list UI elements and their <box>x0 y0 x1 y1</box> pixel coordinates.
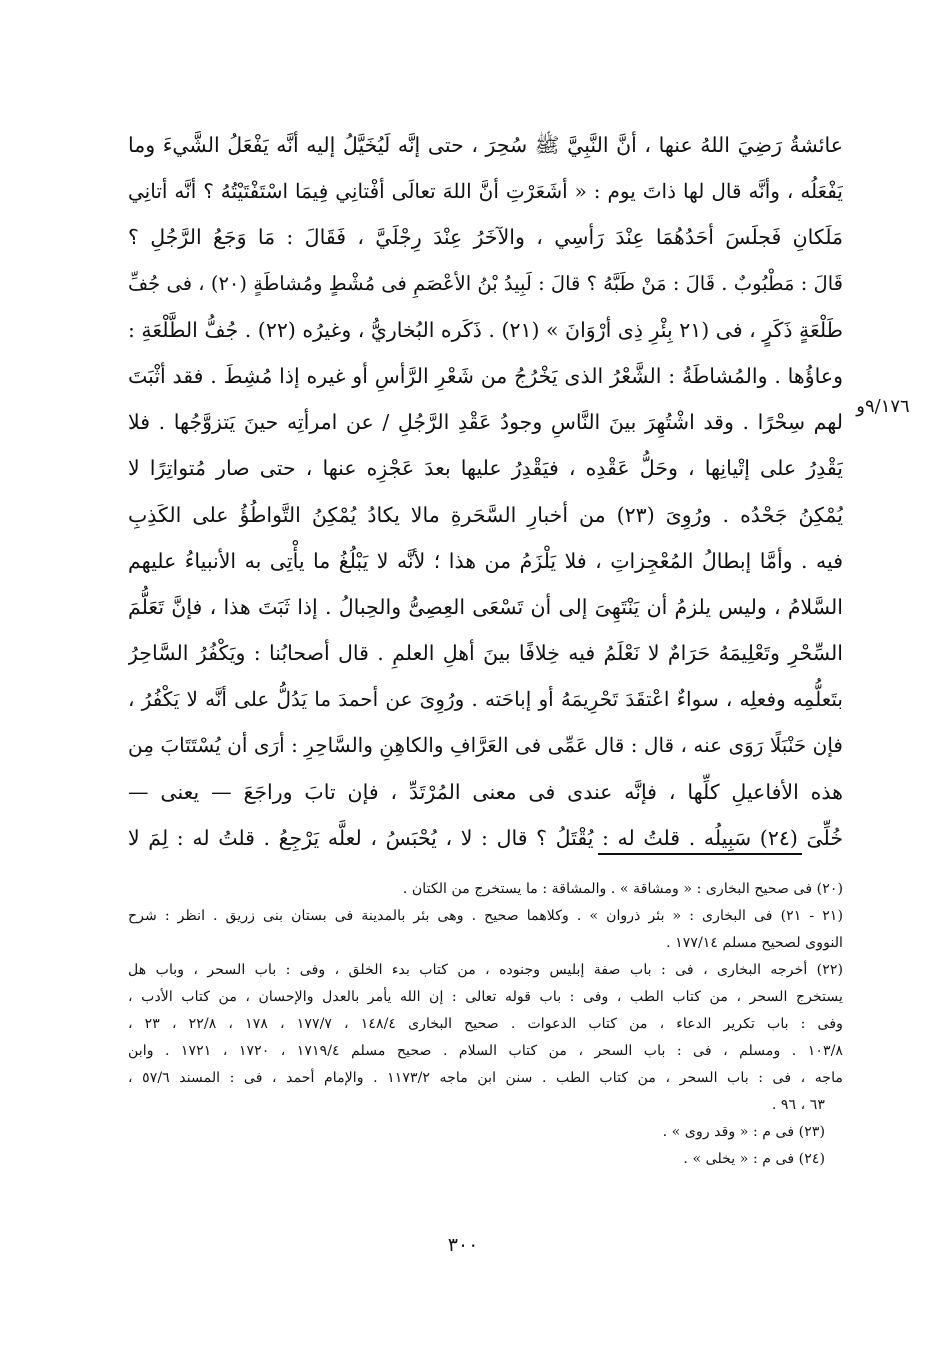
footnote-line: وفى : باب تكرير الدعاء ، من كتاب الدعوات . صحيح البخارى ١٤٨/٤ ، ١٧٧/٧ ، ١٧٨ ، ٢٢/٨ ، ٢٣ ، <box>128 1016 843 1032</box>
footnote-line: ١٠٣/٨ . ومسلم ، فى : باب السحر ، من كتاب السلام . صحيح مسلم ١٧١٩/٤ ، ١٧٢٠ ، ١٧٢١ . وابن <box>128 1043 843 1059</box>
footnote-line: (٢٠) فى صحيح البخارى : « ومشاقة » . والمشاقة : ما يستخرج من الكتان . <box>402 881 843 897</box>
footnote-line: (٢٤) فى م : « يخلى » . <box>683 1151 825 1167</box>
text-line: يُمْكِنُ جَحْدُه . ورُوِىَ (٢٣) من أخبارِ السَّحَرةِ مالا يكادُ يُمْكِنُ التَّواطُؤُ على الكَذِبِ <box>128 502 843 527</box>
text-line: فيه . وأمَّا إبطالُ المُعْجِزاتِ ، فلا يَلْزَمُ من هذا ؛ لأنَّه لا يَبْلُغُ ما يأْتِى به الأنبياءُ عليهم <box>128 548 843 573</box>
text-line: بتَعلُّمِه وفعلِه ، سواءٌ اعْتقَدَ تَحْرِيمَهُ أو إباحَته . ورُوِىَ عن أحمدَ ما يَدُلُّ على أنَّه لا يَكْفُرُ ، <box>128 687 843 712</box>
footnotes-block <box>128 876 843 1173</box>
text-line: وعاؤُها . والمُشاطَةُ : الشَّعْرُ الذى يَخْرُجُ من شَعْرِ الرَّأسِ أو غيره إذا مُشِطَ . فقد أثْبَتَ <box>128 363 843 388</box>
footnote-separator <box>598 853 802 855</box>
footnote-line: (٢١ - ٢١) فى البخارى : « بئر ذروان » . وكلاهما صحيح . وهى بئر بالمدينة فى بستان بنى زريق . انظر : شرح <box>128 908 843 924</box>
text-line: عائشةُ رَضِيَ اللهُ عنها ، أنَّ النَّبِيَّ ﷺ سُحِرَ ، حتى إنَّه لَيُخَيَّلُ إليه أنَّه يَفْعَلُ الشَّيءَ وما <box>128 133 843 157</box>
text-line: يَفْعَلُه ، وأنَّه قال لها ذاتَ يوم : « أشَعَرْتِ أنَّ اللهَ تعالَى أفْتانِي فِيمَا اسْتَفْتَيْتُهُ ؟ أنَّه أتانِي <box>128 179 843 204</box>
main-text-block <box>128 122 843 861</box>
text-line: فإن حَنْبَلًا رَوَى عنه ، قال : قال عَمِّى فى العَرَّافِ والكاهِنِ والسَّاحِرِ : أرَى أن يُسْتَتَابَ مِن <box>128 733 843 758</box>
text-line: طَلْعَةٍ ذَكَرٍ ، فى (٢١ بِئْرِ ذِى أرْوَانَ » (٢١) . ذَكَره البُخاريُّ ، وغيرُه (٢٢) . جُفُّ الطَّلْعَةِ : <box>128 317 843 342</box>
footnote-line: (٢٢) أخرجه البخارى ، فى : باب صفة إبليس وجنوده ، من كتاب بدء الخلق ، وفى : باب السحر ، وباب هل <box>128 962 843 978</box>
text-line: خُلِّىَ (٢٤) سَبِيلُه . قلتُ له : يُقْتَلُ ؟ قال : لا ، يُحْبَسُ ، لعلَّه يَرْجِعُ . قلتُ له : لِمَ لا <box>128 825 843 850</box>
text-line: لهم سِحْرًا . وقد اشْتُهِرَ بينَ النَّاسِ وجودُ عَقْدِ الرَّجُلِ / عن امرأتِه حينَ يَتزوَّجُها . فلا <box>128 410 843 435</box>
manuscript-folio-reference: ٩/١٧٦و <box>856 396 910 417</box>
page-number: ٣٠٠ <box>447 1234 479 1256</box>
text-line: السَّلامُ ، وليس يلزمُ أن يَنْتَهِىَ إلى أن تَسْعَى العِصِىُّ والحِبالُ . إذا ثَبَتَ هذا ، فإنَّ تَعَلُّمَ <box>128 594 843 619</box>
footnote-line: ٦٣ ، ٩٦ . <box>771 1097 825 1113</box>
text-line: هذه الأفاعيلِ كلِّها ، فإنَّه عندى فى معنى المُرْتَدِّ ، فإن تابَ وراجَعَ — يعنى — <box>128 779 843 804</box>
text-line: قَالَ : مَطْبُوبٌ . قَالَ : مَنْ طَبَّهُ ؟ قالَ : لَبِيدُ بْنُ الأعْصَمِ فى مُشْطٍ ومُشاطَةٍ (٢٠) ، فى جُفِّ <box>128 271 843 295</box>
text-line: يَقْدِرُ على إتْيانِها ، وحَلُّ عَقْدِه ، فيَقْدِرُ عليها بعدَ عَجْزِه عنها ، حتى صار مُتواتِرًا لا <box>128 456 843 481</box>
footnote-line: يستخرج السحر ، من كتاب الطب ، وفى : باب قوله تعالى : إن الله يأمر بالعدل والإحسان ، من كتاب الأدب ، <box>128 989 843 1005</box>
text-line: مَلَكانِ فَجلَسَ أحَدُهُمَا عِنْدَ رَأسِي ، والآخَرُ عِنْدَ رِجْلَيَّ ، فَقَالَ : مَا وَجَعُ الرَّجُلِ ؟ <box>128 225 843 250</box>
footnote-line: النووى لصحيح مسلم ١٧٧/١٤ . <box>666 935 843 951</box>
footnote-line: (٢٣) فى م : « وقد روى » . <box>662 1124 825 1140</box>
text-line: السِّحْرِ وتَعْلِيمَهُ حَرَامٌ لا نَعْلَمُ فيه خِلافًا بينَ أهلِ العلمِ . قال أصحابُنا : ويَكْفُرُ السَّاحِرُ <box>128 641 843 666</box>
footnote-line: ماجه ، فى : باب السحر ، من كتاب الطب . سنن ابن ماجه ١١٧٣/٢ . والإمام أحمد ، فى : المسند ٥٧/٦ ، <box>128 1070 843 1086</box>
